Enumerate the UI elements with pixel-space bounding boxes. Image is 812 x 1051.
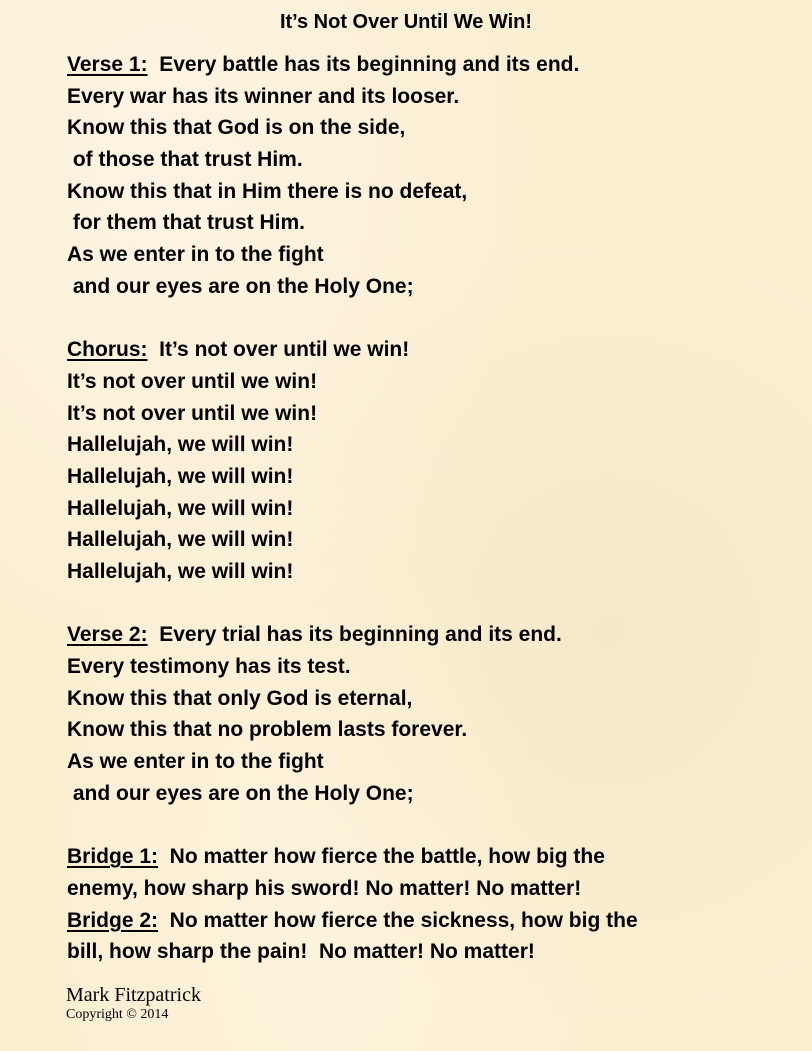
verse-1-label: Verse 1:: [67, 53, 148, 76]
lyrics: [67, 49, 787, 968]
chorus-label: Chorus:: [67, 338, 148, 362]
stanza-gap: [67, 303, 787, 335]
verse-1-line: As we enter in to the fight: [67, 243, 324, 267]
chorus-line: Hallelujah, we will win!: [67, 433, 294, 457]
chorus-first-line: [67, 334, 787, 366]
bridge-1-label: Bridge 1:: [67, 845, 159, 869]
bridge-2-label: Bridge 2:: [67, 908, 159, 932]
chorus-line: It’s not over until we win!: [67, 369, 318, 393]
verse-2-line: and our eyes are on the Holy One;: [67, 781, 414, 805]
verse-2-line-text: Every trial has its beginning and its end.: [147, 623, 562, 647]
chorus-line: It’s not over until we win!: [67, 401, 318, 425]
verse-1-line: and our eyes are on the Holy One;: [67, 274, 414, 298]
bridge-1-line: enemy, how sharp his sword! No matter! No matter!: [67, 876, 582, 900]
verse-1-line: Every war has its winner and its looser.: [67, 84, 460, 108]
bridge-1-line-text: No matter how fierce the battle, how big the: [158, 845, 605, 869]
bridge-2-line-text: No matter how fierce the sickness, how big the: [158, 908, 638, 932]
bridge-2-first-line: [67, 905, 787, 937]
chorus-line: Hallelujah, we will win!: [67, 496, 294, 520]
stanza-gap: [67, 588, 787, 620]
verse-2-line: Know this that only God is eternal,: [67, 686, 413, 710]
verse-2-first-line: [67, 619, 787, 651]
verse-2-line: Every testimony has its test.: [67, 655, 351, 679]
chorus-line: Hallelujah, we will win!: [67, 464, 294, 488]
verse-1-line-text: Every battle has its beginning and its end.: [147, 53, 580, 76]
chorus-line: Hallelujah, we will win!: [67, 528, 294, 552]
verse-1-line: Know this that God is on the side,: [67, 116, 406, 140]
stanza-gap: [67, 810, 787, 842]
verse-2-line: Know this that no problem lasts forever.: [67, 718, 468, 742]
chorus-line: Hallelujah, we will win!: [67, 560, 294, 583]
verse-1-line: Know this that in Him there is no defeat,: [67, 179, 468, 203]
bridge-1-first-line: [67, 841, 787, 873]
verse-2-label: Verse 2:: [67, 623, 148, 647]
author-name: Mark Fitzpatrick: [66, 984, 201, 1006]
verse-1-line: for them that trust Him.: [67, 211, 306, 235]
verse-2-line: As we enter in to the fight: [67, 750, 324, 774]
copyright-notice: Copyright © 2014: [66, 1007, 169, 1022]
verse-1-first-line: [67, 49, 787, 81]
song-title: It’s Not Over Until We Win!: [279, 11, 533, 33]
verse-1-line: of those that trust Him.: [67, 148, 303, 172]
chorus-line-text: It’s not over until we win!: [147, 338, 410, 362]
bridge-2-line: bill, how sharp the pain! No matter! No matter!: [67, 940, 535, 964]
